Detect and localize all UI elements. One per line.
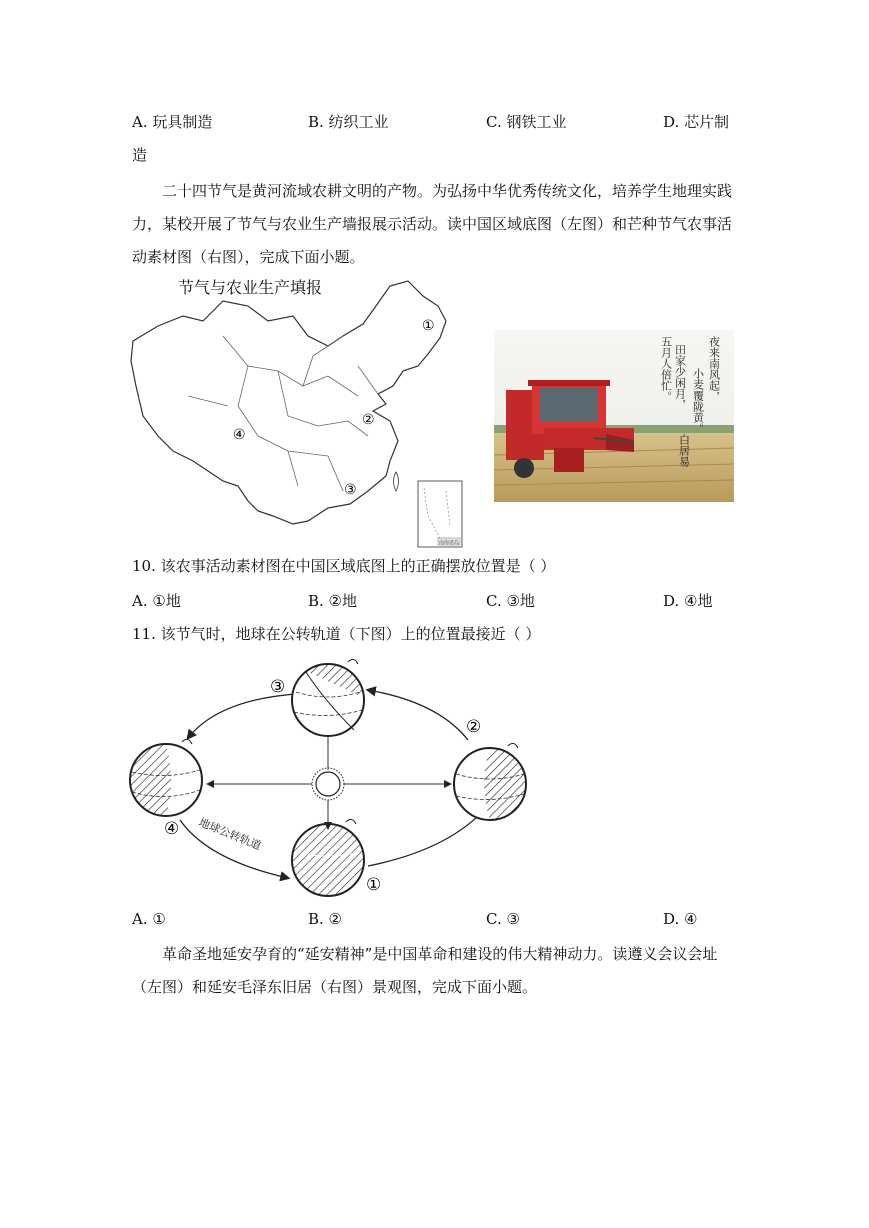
earth-right	[454, 748, 526, 820]
poem-col-3: 夜来南风起，	[707, 336, 721, 402]
orbit-label-4: ④	[164, 819, 180, 839]
orbit-label-2: ②	[466, 717, 482, 737]
south-china-sea-inset	[418, 481, 462, 547]
q11-option-b: B. ②	[308, 910, 343, 928]
map-marker-4: ④	[233, 427, 246, 443]
orbit-diagram	[128, 652, 530, 902]
intro2-line1: 革命圣地延安孕育的“延安精神”是中国革命和建设的伟大精神动力。读遵义会议会址	[162, 945, 718, 963]
q10-option-a: A. ①地	[132, 592, 181, 610]
orbit-arc-top-left	[188, 694, 296, 738]
poem-author: 白居易	[677, 434, 691, 467]
harvest-photo	[494, 330, 734, 502]
poem-col-1: 田家少闲月，	[673, 344, 687, 410]
q9-option-d: D. 芯片制	[663, 113, 730, 131]
q11-stem: 11. 该节气时，地球在公转轨道（下图）上的位置最接近（ ）	[132, 625, 541, 643]
province-lines	[188, 336, 378, 491]
orbit-track-label: 地球公转轨道	[196, 815, 263, 853]
intro1-line2: 力，某校开展了节气与农业生产墙报展示活动。读中国区域底图（左图）和芒种节气农事活	[132, 215, 733, 233]
q10-option-d: D. ④地	[663, 592, 713, 610]
q11-option-a: A. ①	[132, 910, 166, 928]
coastal-islands	[394, 472, 399, 491]
orbit-arc-top-right	[368, 690, 468, 740]
china-outline	[131, 281, 446, 524]
orbit-label-3: ③	[270, 677, 286, 697]
map-marker-1: ①	[422, 318, 435, 334]
earth-top	[292, 663, 364, 736]
q9-option-a: A. 玩具制造	[132, 113, 213, 131]
map-marker-3: ③	[344, 482, 357, 498]
q11-option-d: D. ④	[663, 910, 698, 928]
orbit-arc-bottom-right	[368, 808, 486, 866]
q9-option-d-wrap: 造	[132, 146, 148, 164]
china-map	[128, 276, 478, 548]
inset-label: 南海诸岛	[439, 540, 460, 546]
map-marker-2: ②	[362, 412, 375, 428]
q9-option-b: B. 纺织工业	[308, 113, 389, 131]
q10-option-c: C. ③地	[486, 592, 535, 610]
poem-col-2: 五月人倍忙。	[659, 336, 673, 402]
intro2-line2: （左图）和延安毛泽东旧居（右图）景观图，完成下面小题。	[132, 978, 538, 996]
intro1-line3: 动素材图（右图），完成下面小题。	[132, 248, 365, 266]
sun	[312, 768, 344, 800]
q11-option-c: C. ③	[486, 910, 520, 928]
earth-bottom	[292, 824, 364, 896]
earth-left	[130, 744, 202, 816]
q9-option-c: C. 钢铁工业	[486, 113, 567, 131]
orbit-label-1: ①	[366, 875, 382, 895]
map-title: 节气与农业生产填报	[178, 278, 323, 297]
poem-col-4: 小麦覆陇黄。	[691, 368, 705, 434]
q10-stem: 10. 该农事活动素材图在中国区域底图上的正确摆放位置是（ ）	[132, 557, 556, 575]
intro1-line1: 二十四节气是黄河流域农耕文明的产物。为弘扬中华优秀传统文化，培养学生地理实践	[162, 182, 733, 200]
q10-option-b: B. ②地	[308, 592, 358, 610]
